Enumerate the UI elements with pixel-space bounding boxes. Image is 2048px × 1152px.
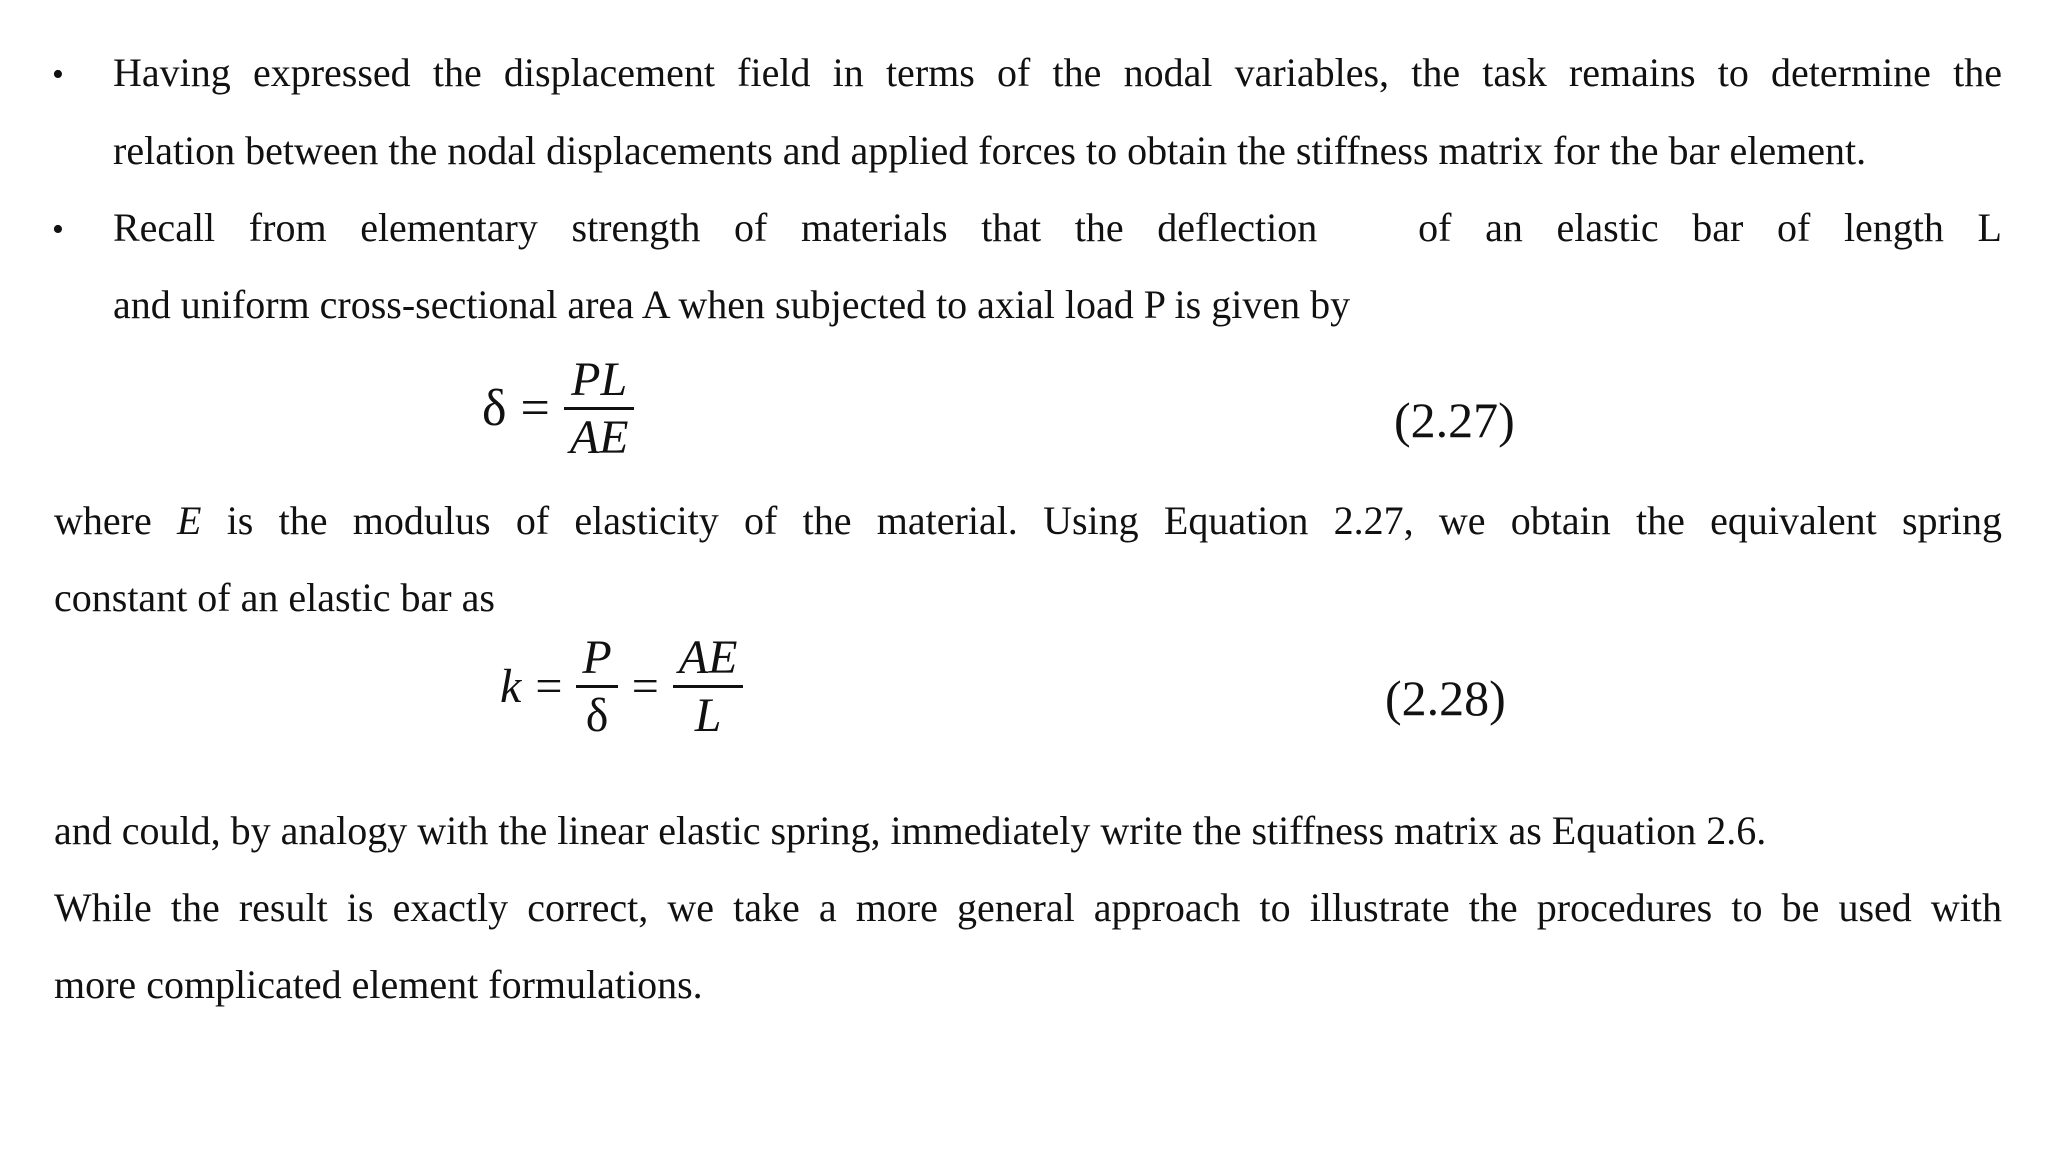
eq-2-27-equals: = [520, 380, 550, 437]
variable-e: E [176, 498, 202, 543]
eq-2-28-frac1-denominator: δ [585, 689, 609, 742]
eq-2-27-numerator: PL [571, 353, 628, 406]
bullet-1-line-1: Having expressed the displacement field in terms of the nodal variables, the task remains to determine the [113, 50, 2002, 95]
bullet-2-line-2: and uniform cross-sectional area A when subjected to axial load P is given by [113, 282, 1351, 327]
eq-2-27-denominator: AE [569, 411, 629, 464]
closing-line-3: more complicated element formulations. [54, 962, 703, 1007]
eq-2-28-frac2-denominator: L [694, 689, 722, 742]
eq-2-27-fraction [564, 352, 635, 465]
equation-label-2-28: (2.28) [1385, 670, 1506, 726]
eq-2-28-equals-2: = [631, 660, 659, 713]
eq-2-28-fraction-1 [576, 630, 617, 743]
closing-line-2: While the result is exactly correct, we take a more general approach to illustrate the procedures to be used with [54, 885, 2002, 930]
paragraph-line-1 [54, 497, 2002, 545]
paragraph-word-where: where [54, 498, 152, 543]
paragraph-line-1-rest: is the modulus of elasticity of the material. Using Equation 2.27, we obtain the equivalent spring [226, 498, 2002, 543]
eq-2-28-frac2-numerator: AE [678, 631, 738, 684]
eq-2-28-frac1-numerator: P [582, 631, 612, 684]
bullet-marker: • [52, 211, 64, 248]
bullet-2-line-1: Recall from elementary strength of materials that the deflection of an elastic bar of length L [113, 205, 2002, 250]
eq-2-28-lhs: k [500, 660, 522, 713]
eq-2-27-lhs: δ [482, 380, 507, 437]
equation-2-27 [482, 352, 634, 465]
equation-2-28 [500, 630, 743, 743]
bullet-1-line-2: relation between the nodal displacements and applied forces to obtain the stiffness matrix for the bar element. [113, 128, 1867, 173]
closing-line-1: and could, by analogy with the linear elastic spring, immediately write the stiffness matrix as Equation 2.6. [54, 808, 1767, 853]
bullet-marker: • [52, 56, 64, 93]
paragraph-line-2: constant of an elastic bar as [54, 575, 495, 620]
equation-label-2-27: (2.27) [1394, 392, 1515, 448]
eq-2-28-fraction-2 [673, 630, 744, 743]
eq-2-28-equals-1: = [535, 660, 563, 713]
